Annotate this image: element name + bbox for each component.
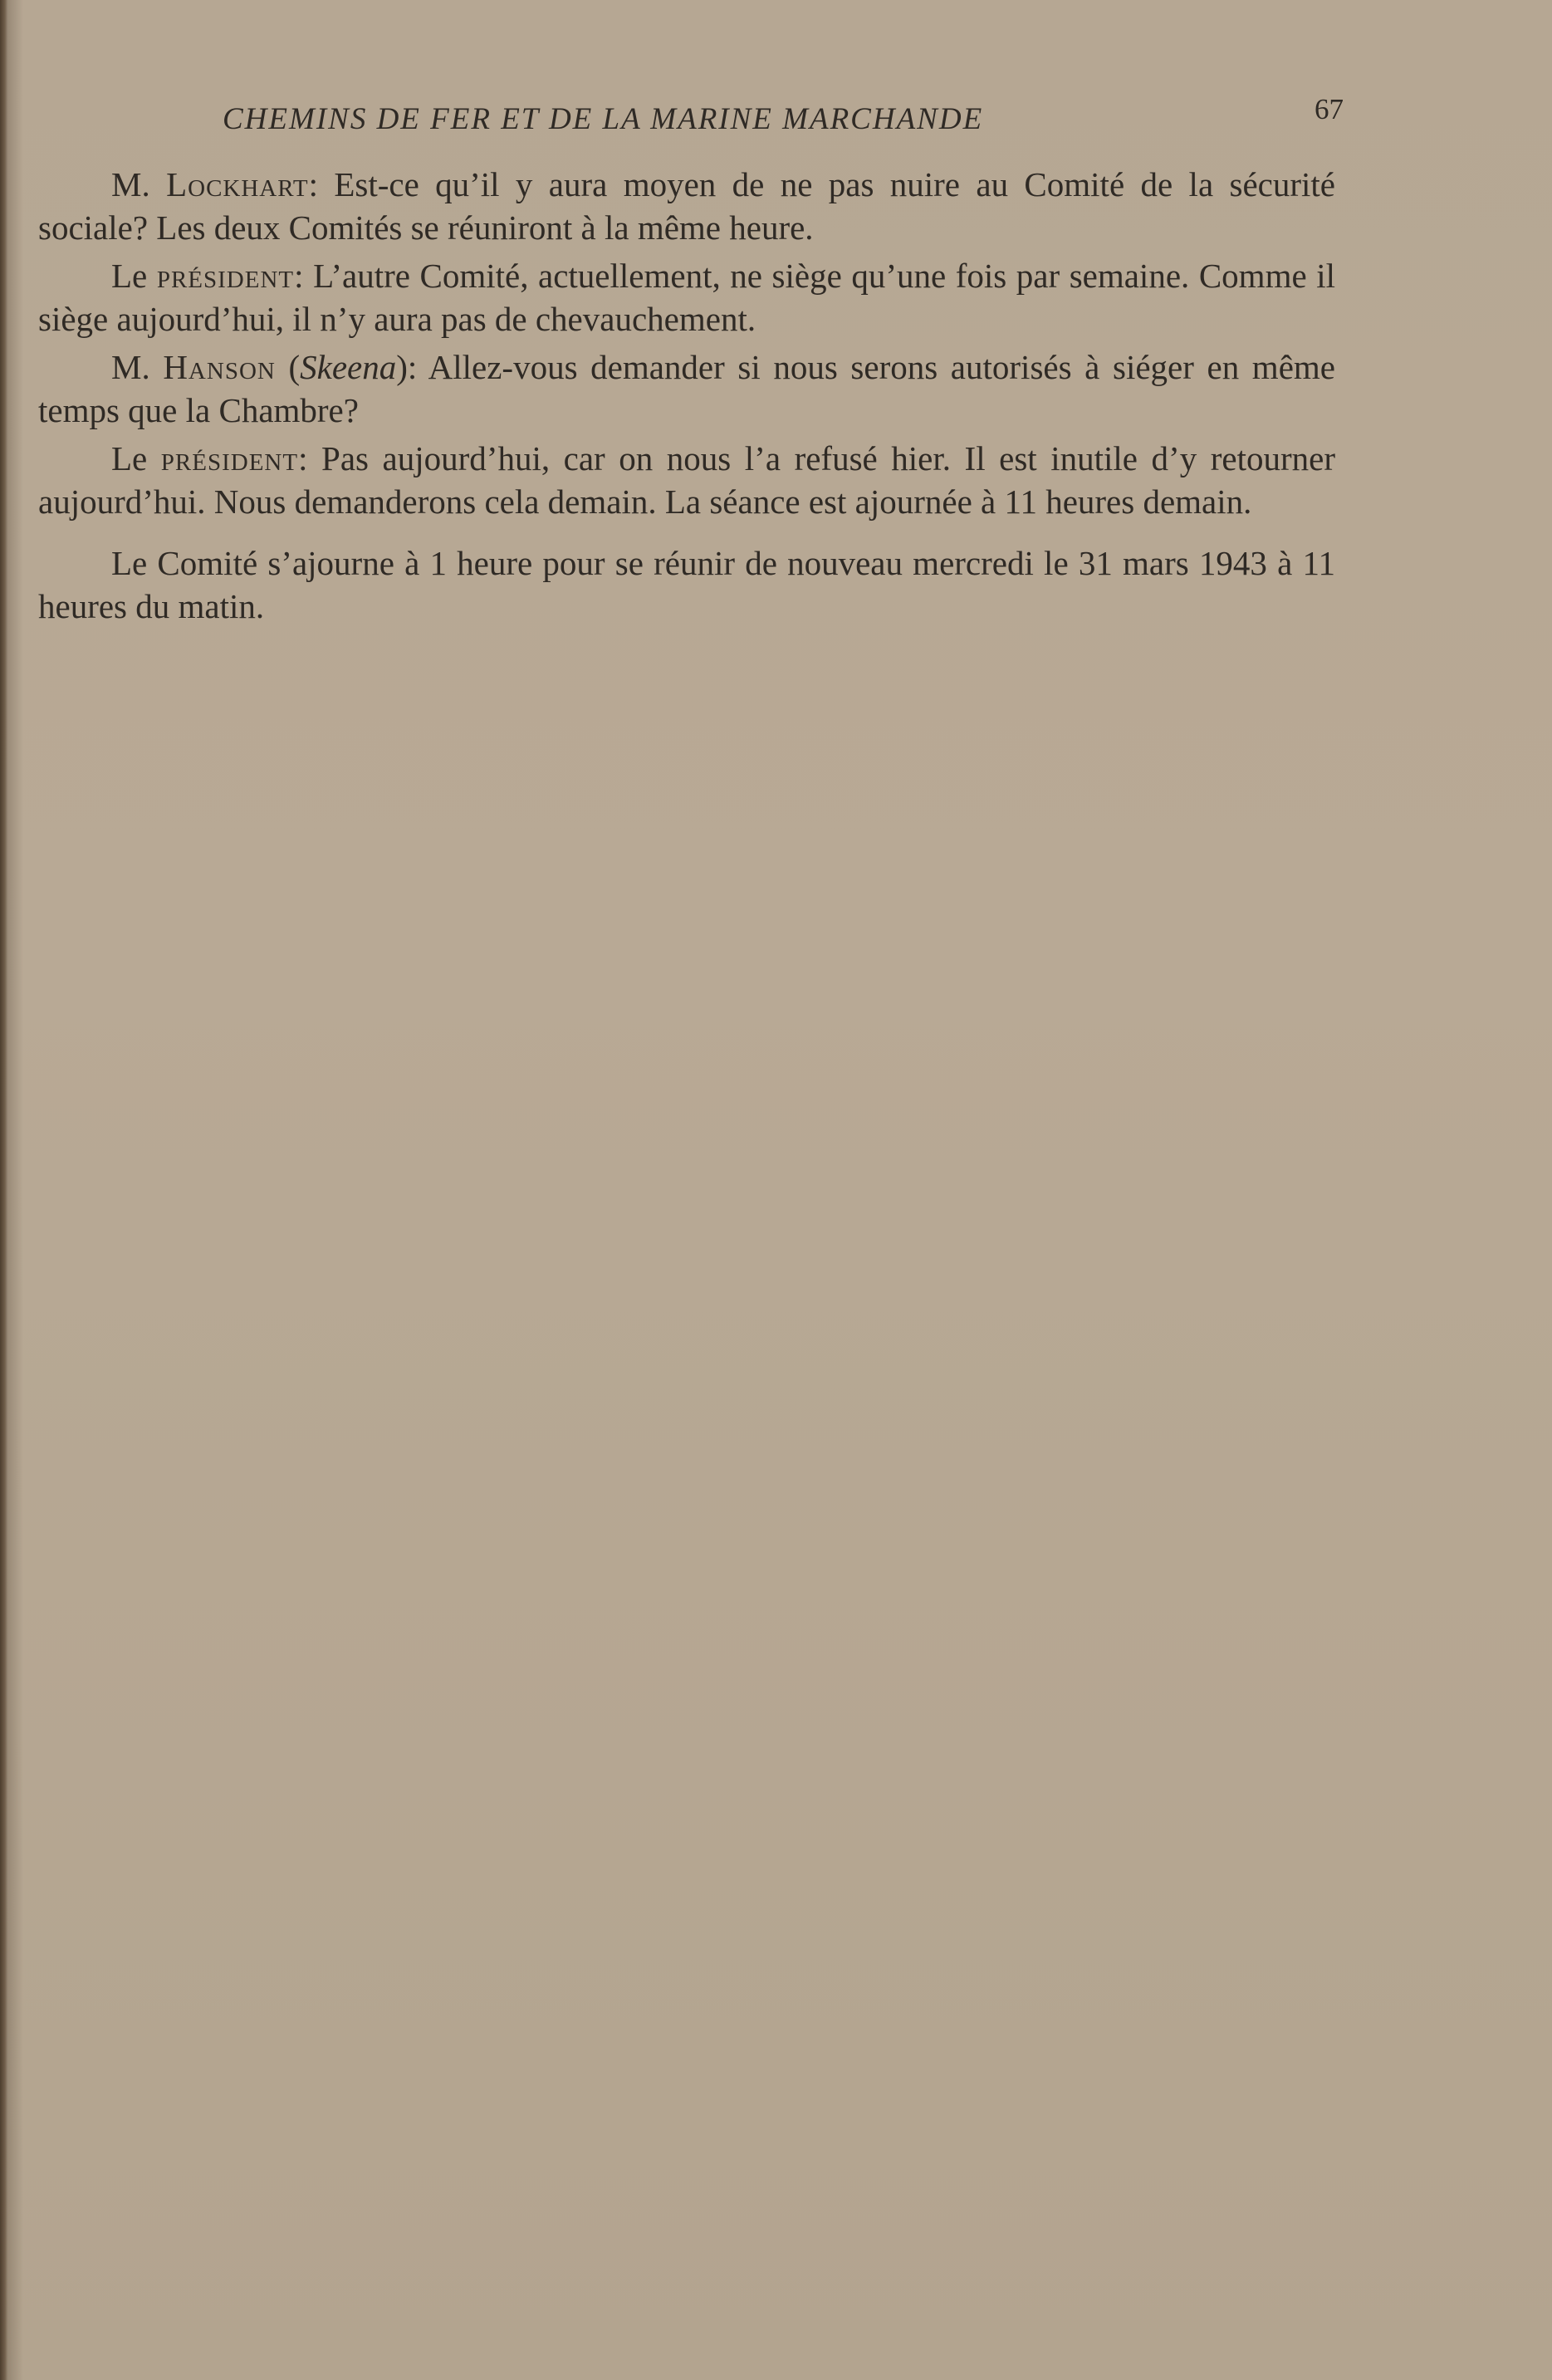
speaker-prefix: Le <box>111 257 157 295</box>
speaker-suffix: : <box>294 257 314 295</box>
speaker-suffix: : <box>298 439 322 477</box>
paragraph-text: Allez-vous demander si nous serons autorisés à siéger en même temps que la Chambre? <box>38 348 1335 429</box>
paragraph-lockhart <box>38 163 1335 249</box>
closing-paragraph: Le Comité s’ajourne à 1 heure pour se réunir de nouveau mercredi le 31 mars 1943 à 11 heures du matin. <box>38 544 1335 625</box>
paragraph-hanson: M. Hanson (Skeena): Allez-vous demander si nous serons autorisés à siéger en même temps que la Chambre? <box>38 348 1335 429</box>
paragraph-president-2 <box>38 437 1335 523</box>
running-header <box>223 93 1344 143</box>
speaker-name: Hanson <box>163 348 276 386</box>
page-body <box>38 163 1335 633</box>
speaker-suffix: : <box>308 165 335 203</box>
paragraph-text: Est-ce qu’il y aura moyen de ne pas nuire au Comité de la sécurité sociale? Les deux Comités se réuniront à la même heure. <box>38 165 1335 247</box>
speaker-riding: Skeena <box>300 348 397 386</box>
speaker-name: Lockhart <box>166 165 309 203</box>
paragraph-president-1 <box>38 254 1335 340</box>
page-number: 67 <box>1315 93 1344 125</box>
speaker-name: président <box>160 439 299 477</box>
speaker-prefix: M. <box>111 348 164 386</box>
speaker-prefix: M. <box>111 165 167 203</box>
speaker-prefix: Le <box>111 439 161 477</box>
running-title: CHEMINS DE FER ET DE LA MARINE MARCHANDE <box>223 102 984 136</box>
paragraph-text: L’autre Comité, actuellement, ne siège qu’une fois par semaine. Comme il siège aujourd’hui, il n’y aura pas de chevauchement. <box>38 257 1335 338</box>
page-spine-shadow <box>0 0 7 2380</box>
speaker-name: président <box>156 257 295 295</box>
speaker-suffix: ): <box>396 348 428 386</box>
paragraph-text: Pas aujourd’hui, car on nous l’a refusé hier. Il est inutile d’y retourner aujourd’hui. Nous demanderons cela demain. La séance est ajournée à 11 heures demain. <box>38 439 1335 521</box>
